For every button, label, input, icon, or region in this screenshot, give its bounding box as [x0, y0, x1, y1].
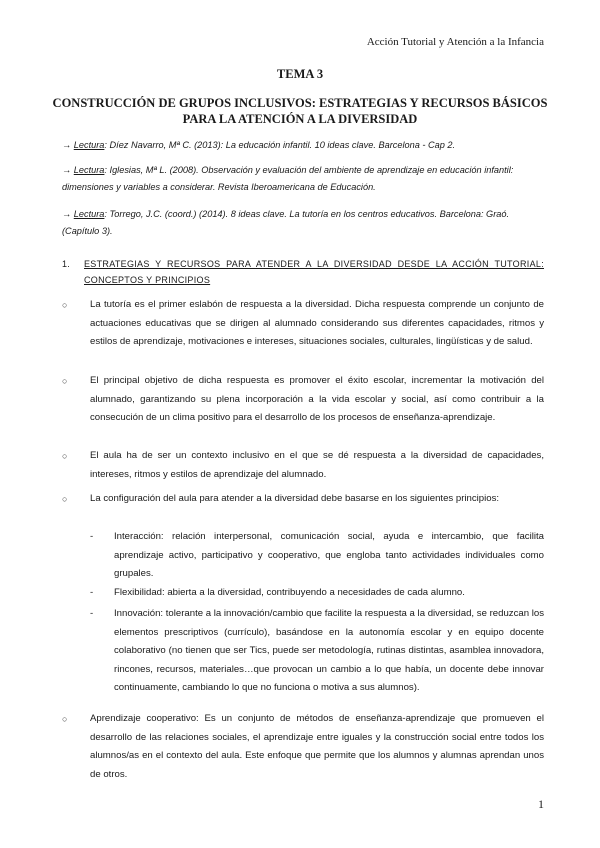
subtitle-line-1: CONSTRUCCIÓN DE GRUPOS INCLUSIVOS: ESTRATEGIAS Y RECURSOS BÁSICOS — [52, 96, 548, 110]
bullet-text: Aprendizaje cooperativo: Es un conjunto de métodos de enseñanza-aprendizaje que promueven el desarrollo de las relaciones sociales, el aprendizaje entre iguales y la construcción social entre todos los alumnos/as en el contexto del aula. Este enfoque que permite que los alumnos y alumnas aprendan unos de otros. — [90, 713, 544, 780]
sub-item-text: Flexibilidad: abierta a la diversidad, contribuyendo a necesidades de cada alumno. — [114, 587, 465, 598]
sub-item — [90, 584, 544, 603]
bullet-item — [62, 710, 544, 784]
dash-bullet-icon: - — [90, 608, 94, 619]
circle-bullet-icon: ○ — [62, 376, 68, 386]
subtitle-line-2: PARA LA ATENCIÓN A LA DIVERSIDAD — [182, 112, 418, 126]
arrow-icon: → — [62, 209, 72, 219]
sub-item-text: Interacción: relación interpersonal, comunicación social, ayuda e intercambio, que facilita aprendizaje activo, participativo y cooperativo, que engloba tanto actividades individuales como grupales. — [114, 531, 544, 579]
arrow-icon: → — [62, 165, 72, 175]
bullet-item — [62, 372, 544, 428]
section-title: ESTRATEGIAS Y RECURSOS PARA ATENDER A LA DIVERSIDAD DESDE LA ACCIÓN TUTORIAL: CONCEPTOS Y PRINCIPIOS — [84, 259, 544, 285]
sub-item — [90, 528, 544, 584]
bullet-item — [62, 447, 544, 484]
circle-bullet-icon: ○ — [62, 714, 68, 724]
page-title: TEMA 3 — [276, 67, 324, 81]
circle-bullet-icon: ○ — [62, 451, 68, 461]
dash-bullet-icon: - — [90, 531, 94, 542]
running-header: Acción Tutorial y Atención a la Infancia — [366, 36, 544, 48]
reference-text: : Díez Navarro, Mª C. (2013): La educación infantil. 10 ideas clave. Barcelona - Cap 2. — [104, 140, 456, 150]
reference-text: : Torrego, J.C. (coord.) (2014). 8 ideas clave. La tutoría en los centros educativos. Barcelona: Graó. (Capítulo 3). — [62, 209, 510, 236]
reference-label: Lectura — [73, 209, 105, 219]
dash-bullet-icon: - — [90, 587, 94, 598]
bullet-item — [62, 296, 544, 352]
reference-label: Lectura — [73, 140, 105, 150]
bullet-text: El aula ha de ser un contexto inclusivo en el que se dé respuesta a la diversidad de capacidades, intereses, ritmos y estilos de aprendizaje del alumnado. — [90, 450, 544, 480]
bullet-text: La configuración del aula para atender a la diversidad debe basarse en los siguientes principios: — [90, 493, 500, 504]
section-number: 1. — [62, 259, 71, 269]
page-subtitle — [0, 95, 600, 127]
sub-item-text: Innovación: tolerante a la innovación/cambio que facilite la respuesta a la diversidad, se reduzcan los elementos prescriptivos (currículo), basándose en la autonomía escolar y en equipo docente colaborativo (no tienen que ser Tics, puede ser metodología, rutinas distintas, asamblea innovadora, rincones, recursos, materiales…que provocan un cambio a lo que había, un docente debe innovar continuamente, cambiando lo que no funciona o motiva a sus alumnos). — [114, 608, 544, 693]
reference-label: Lectura — [73, 165, 105, 175]
circle-bullet-icon: ○ — [62, 494, 68, 504]
sub-item — [90, 605, 544, 698]
circle-bullet-icon: ○ — [62, 300, 68, 310]
reference-3 — [62, 206, 542, 240]
section-heading — [62, 256, 544, 288]
reference-2 — [62, 162, 542, 196]
arrow-icon: → — [62, 140, 72, 150]
page-number: 1 — [538, 797, 544, 811]
bullet-item — [62, 490, 544, 509]
bullet-text: La tutoría es el primer eslabón de respuesta a la diversidad. Dicha respuesta comprende un conjunto de actuaciones educativas que se dirigen al alumnado considerando sus diferentes capacidades, ritmos y estilos de aprendizaje, motivaciones e intereses, situaciones sociales, culturales, lingüísticas y de salud. — [90, 299, 544, 347]
reference-text: : Iglesias, Mª L. (2008). Observación y evaluación del ambiente de aprendizaje en educación infantil: dimensiones y variables a considerar. Revista Iberoamericana de Educación. — [62, 165, 514, 192]
bullet-text: El principal objetivo de dicha respuesta es promover el éxito escolar, incrementar la motivación del alumnado, garantizando su plena incorporación a la vida escolar y social, así como contribuir a la consecución de un clima positivo para el desarrollo de los procesos de enseñanza-aprendizaje. — [90, 375, 544, 423]
reference-1 — [62, 137, 542, 154]
